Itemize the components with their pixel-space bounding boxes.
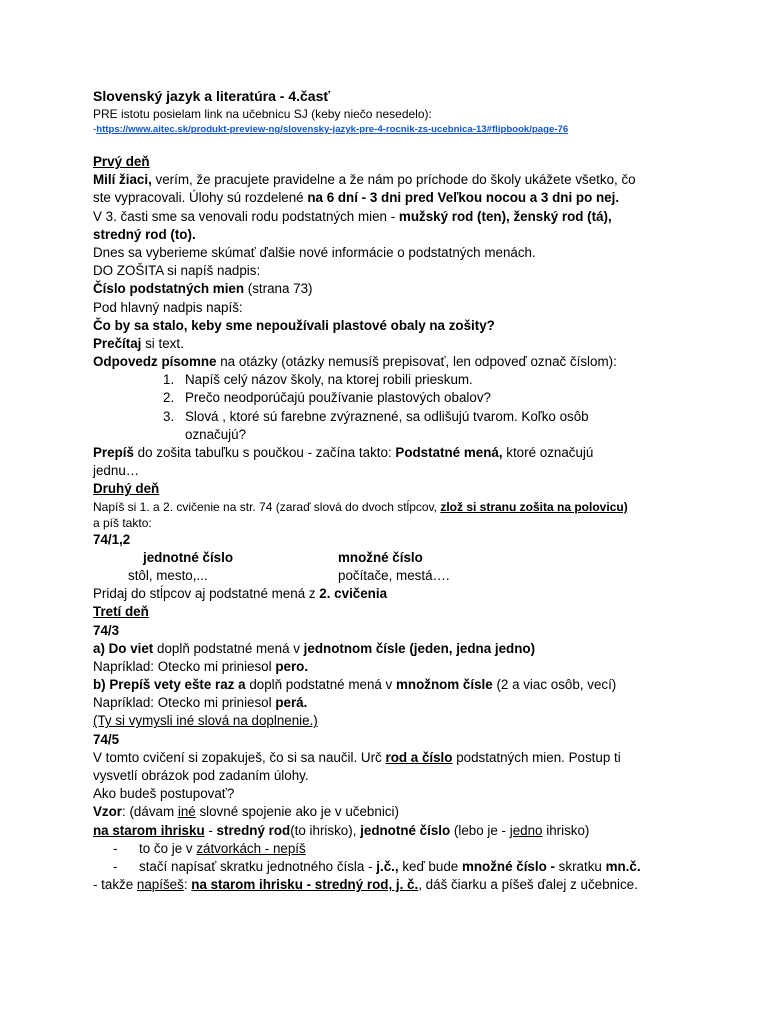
day1-line: Milí žiaci, verím, že pracujete pravidelne a že nám po príchode do školy ukážete všetko, čo xyxy=(93,172,636,188)
day3-line: Ako budeš postupovať? xyxy=(93,786,235,802)
hint-item: - to čo je v zátvorkách - nepíš xyxy=(113,840,306,856)
exercise-number: 74/1,2 xyxy=(93,531,131,547)
question-item: 3. Slová , ktoré sú farebne zvýraznené, sa odlišujú tvarom. Koľko osôb xyxy=(163,408,589,424)
day1-line: Prečítaj si text. xyxy=(93,335,184,351)
intro-text: PRE istotu posielam link na učebnicu SJ (keby niečo nesedelo): xyxy=(93,107,432,121)
exercise-number: 74/3 xyxy=(93,622,120,638)
day3-line: b) Prepíš vety ešte raz a doplň podstatné mená v množnom čísle (2 a viac osôb, vecí) xyxy=(93,677,617,693)
questions-list xyxy=(93,371,693,444)
table-value-row: stôl, mesto,... počítače, mestá…. xyxy=(128,567,450,583)
day3-note: (Ty si vymysli iné slová na doplnenie.) xyxy=(93,713,318,729)
document-title: Slovenský jazyk a literatúra - 4.časť xyxy=(93,88,331,104)
day1-line: V 3. časti sme sa venovali rodu podstatných mien - mužský rod (ten), ženský rod (tá), xyxy=(93,208,612,224)
day3-line: vysvetlí obrázok pod zadaním úlohy. xyxy=(93,768,309,783)
day1-line: DO ZOŠITA si napíš nadpis: xyxy=(93,263,261,279)
day2-line: a píš takto: xyxy=(93,515,152,530)
textbook-link[interactable]: https://www.aitec.sk/produkt-preview-ng/slovensky-jazyk-pre-4-rocnik-zs-ucebnica-13#flipbook/page-76 xyxy=(96,124,569,135)
day2-line: Napíš si 1. a 2. cvičenie na str. 74 (zaraď slová do dvoch stĺpcov, zlož si stranu zošita na polovicu) xyxy=(93,499,628,514)
document-page xyxy=(93,86,693,894)
day3-line: - takže napíšeš: na starom ihrisku - stredný rod, j. č., dáš čiarku a píšeš ďalej z učebnice. xyxy=(93,877,638,893)
day3-heading: Tretí deň xyxy=(93,604,149,620)
question-item-continued: označujú? xyxy=(185,426,247,442)
day1-line: Pod hlavný nadpis napíš: xyxy=(93,299,243,315)
day1-line: Odpovedz písomne na otázky (otázky nemusíš prepisovať, len odpoveď označ číslom): xyxy=(93,354,617,370)
day3-line: Vzor: (dávam iné slovné spojenie ako je v učebnici) xyxy=(93,804,399,820)
day1-line: Čo by sa stalo, keby sme nepoužívali plastové obaly na zošity? xyxy=(93,317,495,333)
day1-heading: Prvý deň xyxy=(93,154,150,169)
textbook-link-line xyxy=(93,122,693,137)
hint-list xyxy=(93,840,693,876)
day1-line: Dnes sa vyberieme skúmať ďalšie nové informácie o podstatných menách. xyxy=(93,244,536,260)
day3-line: a) Do viet doplň podstatné mená v jednotnom čísle (jeden, jedna jedno) xyxy=(93,640,536,656)
day3-line: Napríklad: Otecko mi priniesol pero. xyxy=(93,658,309,674)
day1-line: stredný rod (to). xyxy=(93,226,196,242)
day1-line: ste vypracovali. Úlohy sú rozdelené na 6 dní - 3 dni pred Veľkou nocou a 3 dni po nej. xyxy=(93,190,620,206)
question-item: 2. Prečo neodporúčajú používanie plastových obalov? xyxy=(163,390,491,406)
day1-line: jednu… xyxy=(93,463,140,479)
hint-item: - stačí napísať skratku jednotného čísla - j.č., keď bude množné číslo - skratku mn.č. xyxy=(113,858,641,874)
question-item: 1. Napíš celý názov školy, na ktorej robili prieskum. xyxy=(163,372,473,388)
day3-line: na starom ihrisku - stredný rod(to ihrisko), jednotné číslo (lebo je - jedno ihrisko) xyxy=(93,822,590,838)
day3-line: Napríklad: Otecko mi priniesol perá. xyxy=(93,695,308,711)
exercise-number: 74/5 xyxy=(93,731,120,747)
day1-line: Prepíš do zošita tabuľku s poučkou - začína takto: Podstatné mená, ktoré označujú xyxy=(93,445,594,460)
day2-line: Pridaj do stĺpcov aj podstatné mená z 2. cvičenia xyxy=(93,586,388,602)
table-header-row: jednotné číslo množné číslo xyxy=(143,549,423,565)
day2-heading: Druhý deň xyxy=(93,481,160,497)
day3-line: V tomto cvičení si zopakuješ, čo si sa naučil. Urč rod a číslo podstatných mien. Postup ti xyxy=(93,749,621,765)
day1-line: Číslo podstatných mien (strana 73) xyxy=(93,281,313,297)
link-prefix: - xyxy=(93,124,97,135)
